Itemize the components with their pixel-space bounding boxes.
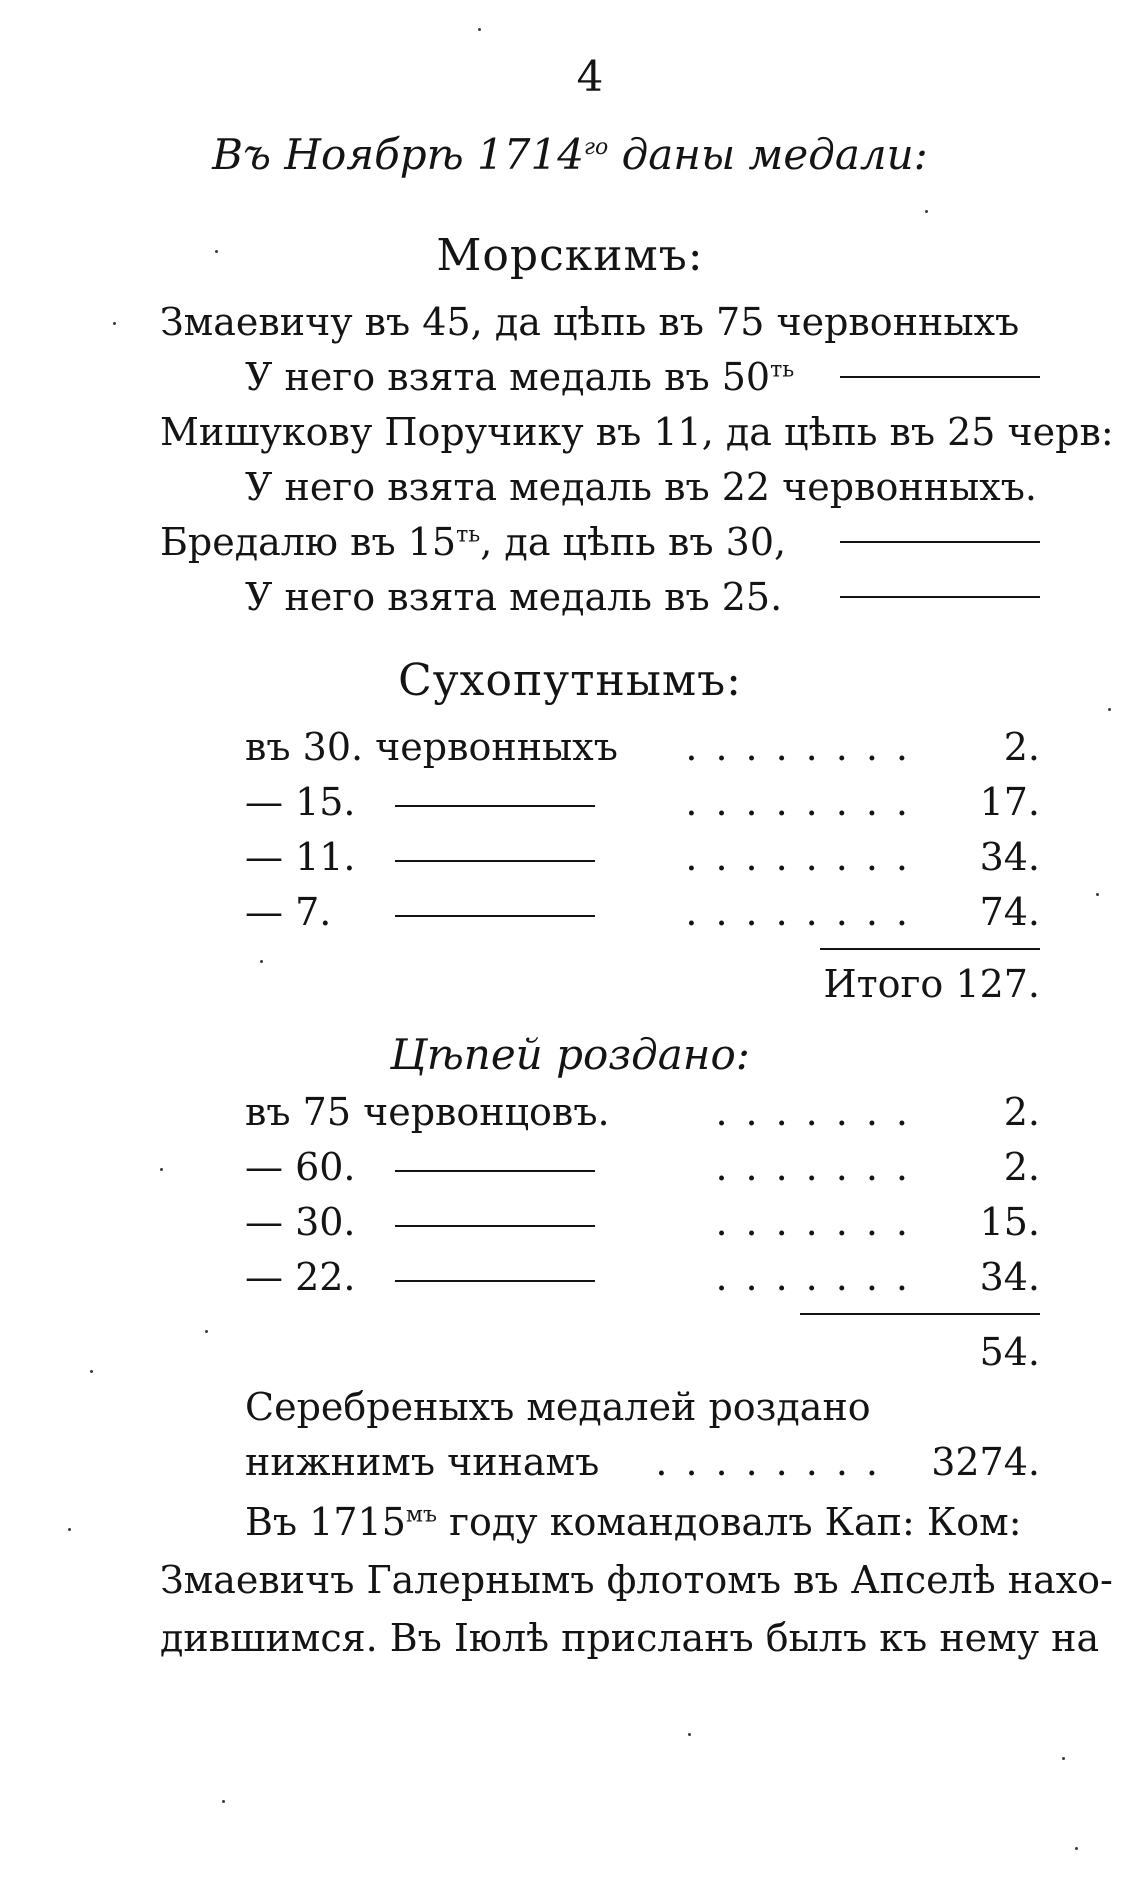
scan-speck (925, 210, 928, 213)
dash-line (395, 1225, 595, 1227)
dash-line (395, 1280, 595, 1282)
naval-line-bredal: Бредалю въ $15^{ть}$, да цѣпь въ 30, (160, 520, 1040, 564)
sum-rule (820, 948, 1040, 950)
silver-line-2: нижнимъ чинамъ ........ 3274. (245, 1440, 1040, 1484)
naval-line-taken-50: У него взята медаль въ $50^{ть}$ (245, 355, 1040, 399)
dash-line (840, 596, 1040, 598)
chains-row: — 22. ....... 34. (245, 1255, 1040, 1299)
scan-speck (478, 28, 481, 31)
chains-row: въ 75 червонцовъ. ....... 2. (245, 1090, 1040, 1134)
naval-line-zmaevich: Змаевичу въ 45, да цѣпь въ 75 червонныхъ (160, 300, 1020, 344)
dash-line (395, 1170, 595, 1172)
paragraph-line-3: дившимся. Въ Iюлѣ присланъ былъ къ нему на (160, 1616, 1100, 1660)
land-row: — 7. ........ 74. (245, 890, 1040, 934)
naval-line-mishukov: Мишукову Поручику въ 11, да цѣпь въ 25 черв: (160, 410, 1114, 454)
naval-line-taken-25: У него взята медаль въ 25. (245, 575, 1040, 619)
scan-speck (205, 1330, 208, 1333)
silver-line-1: Серебреныхъ медалей роздано (245, 1385, 871, 1429)
page-number: 4 (576, 52, 604, 101)
scan-speck (1075, 1847, 1078, 1850)
scan-speck (260, 960, 263, 963)
dash-line (395, 915, 595, 917)
scan-speck (160, 1168, 163, 1171)
scan-speck (90, 1370, 93, 1373)
land-row: — 11. ........ 34. (245, 835, 1040, 879)
dash-line (840, 541, 1040, 543)
chains-row: — 60. ....... 2. (245, 1145, 1040, 1189)
scan-speck (1096, 893, 1099, 896)
land-subheading: Сухопутнымъ: (398, 655, 742, 706)
land-total: Итого 127. (823, 962, 1040, 1006)
chains-subheading: Цѣпей роздано: (390, 1030, 750, 1079)
dash-line (840, 376, 1040, 378)
naval-subheading: Морскимъ: (436, 230, 704, 281)
sum-rule (800, 1313, 1040, 1315)
scan-speck (688, 1733, 691, 1736)
dash-line (395, 805, 595, 807)
scan-speck (113, 322, 116, 325)
dash-line (395, 860, 595, 862)
scan-speck (1062, 1757, 1065, 1760)
section-heading-november-1714: Въ Нoябрѣ $1714^{го}$ даны медали: (212, 130, 928, 179)
scan-speck (1108, 708, 1111, 711)
scan-speck (222, 1800, 225, 1803)
paragraph-line-2: Змаевичъ Галернымъ флотомъ въ Апселѣ нахо- (160, 1558, 1113, 1602)
scan-speck (215, 250, 218, 253)
scan-speck (68, 1528, 71, 1531)
naval-line-taken-22: У него взята медаль въ 22 червонныхъ. (245, 465, 1037, 509)
paragraph-line-1: Въ $1715^{мъ}$ году командовалъ Кап: Ком: (245, 1500, 1022, 1544)
land-row: — 15. ........ 17. (245, 780, 1040, 824)
chains-row: — 30. ....... 15. (245, 1200, 1040, 1244)
chains-total: 54. (979, 1330, 1040, 1374)
land-row: въ 30. червонныхъ ........ 2. (245, 725, 1040, 769)
